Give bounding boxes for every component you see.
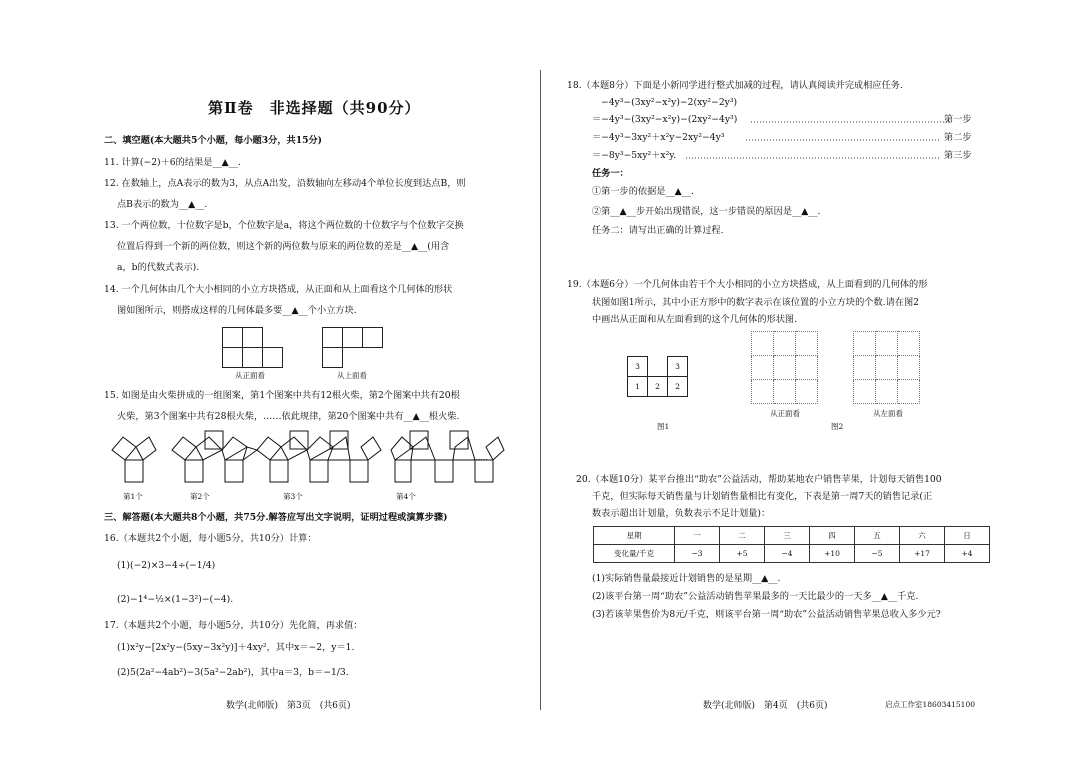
- question-20-cont: 千克，但实际每天销售量与计划销售量相比有变化，下表是第一周7天的销售记录(正: [592, 491, 933, 502]
- front-view-answer-grid[interactable]: [751, 331, 818, 404]
- right-page: [541, 0, 1080, 764]
- day-cell: 一: [675, 527, 720, 545]
- value-cell: −5: [855, 545, 900, 563]
- fig1-cell: 2: [648, 377, 668, 397]
- question-13: 13. 一个两位数，十位数字是b，个位数字是a，将这个两位数的十位数字与个位数字交换: [104, 220, 464, 231]
- front-view-figure: [222, 327, 283, 368]
- matchstick-patterns: [105, 428, 505, 488]
- question-16: 16.（本题共2个小题，每小题5分，共10分）计算：: [104, 533, 317, 544]
- right-footer: 数学(北师版) 第4页 (共6页): [703, 701, 828, 711]
- q18-leader-1: [751, 120, 951, 124]
- pattern-3-caption: 第3个: [283, 492, 303, 501]
- day-cell: 四: [810, 527, 855, 545]
- pattern-ellipsis: ……: [473, 453, 488, 462]
- pattern-4-caption: 第4个: [396, 492, 416, 501]
- q18-task-1-item-1: ①第一步的依据是__▲__.: [592, 186, 694, 197]
- q18-task-1-item-2: ②第__▲__步开始出现错误，这一步错误的原因是__▲__.: [592, 206, 821, 217]
- day-cell: 二: [720, 527, 765, 545]
- q18-line-3: ＝−8y³−5xy²＋x²y.: [592, 150, 677, 161]
- q18-expression: −4y³−(3xy²−x²y)−2(xy²−2y³): [601, 97, 738, 108]
- question-18: 18.（本题8分）下面是小新同学进行整式加减的过程，请认真阅读并完成相应任务.: [567, 80, 903, 91]
- question-16-part-1: (1)(−2)×3−4÷(−1/4): [117, 560, 216, 571]
- day-cell: 五: [855, 527, 900, 545]
- sales-record-table: [593, 526, 990, 563]
- question-12-cont: 点B表示的数为__▲__.: [117, 199, 208, 210]
- value-cell: +17: [900, 545, 945, 563]
- pattern-2-caption: 第2个: [190, 492, 210, 501]
- question-13-cont2: a，b的代数式表示).: [117, 262, 200, 273]
- question-19: 19.（本题6分）一个几何体由若干个大小相同的小立方块搭成，从上面看到的几何体的形: [567, 279, 928, 290]
- question-11: 11. 计算(−2)＋6的结果是__▲__.: [104, 157, 241, 168]
- q18-leader-3: [686, 156, 941, 160]
- q18-task-1-header: 任务一：: [592, 168, 629, 179]
- question-20-part-2: (2)该平台第一周“助农”公益活动销售苹果最多的一天比最少的一天多__▲__千克.: [592, 591, 919, 602]
- day-cell: 三: [765, 527, 810, 545]
- figure-1-label: 图1: [657, 422, 670, 431]
- day-cell: 六: [900, 527, 945, 545]
- fig2-left-caption: 从左面看: [873, 409, 903, 418]
- question-14-cont: 图如图所示，则搭成这样的几何体最多要__▲__个小立方块.: [117, 305, 357, 316]
- left-footer: 数学(北师版) 第3页 (共6页): [226, 701, 351, 711]
- fig1-cell: 2: [668, 377, 688, 397]
- fill-in-section-header: 二、填空题(本大题共5个小题，每小题3分，共15分): [104, 135, 323, 146]
- fig1-cell: 1: [628, 377, 648, 397]
- question-20: 20.（本题10分）某平台推出“助农”公益活动，帮助某地农户销售苹果，计划每天销售100: [576, 474, 942, 485]
- q18-step-2: 第二步: [944, 132, 972, 143]
- figure-1-top-view: [627, 356, 688, 397]
- q18-line-1: ＝−4y³−(3xy²−x²y)−(2xy²−4y³): [592, 114, 738, 125]
- day-cell: 日: [945, 527, 990, 545]
- top-view-caption: 从上面看: [337, 371, 367, 380]
- question-17: 17.（本题共2个小题，每小题5分，共10分）先化简，再求值：: [104, 620, 363, 631]
- question-20-part-1: (1)实际销售量最接近计划销售的是星期__▲__.: [592, 573, 781, 584]
- table-row: [594, 527, 990, 545]
- row-header: 星期: [594, 527, 675, 545]
- question-15: 15. 如图是由火柴拼成的一组图案，第1个图案中共有12根火柴，第2个图案中共有20根: [104, 390, 460, 401]
- q18-task-2: 任务二：请写出正确的计算过程.: [592, 225, 724, 236]
- q18-step-1: 第一步: [944, 114, 972, 125]
- fig2-front-caption: 从正面看: [770, 409, 800, 418]
- q18-line-2: ＝−4y³−3xy²＋x²y−2xy²−4y³: [592, 132, 725, 143]
- fig1-cell: 3: [628, 357, 648, 377]
- question-20-cont2: 数表示超出计划量，负数表示不足计划量)：: [592, 508, 771, 519]
- fig1-cell: 3: [668, 357, 688, 377]
- question-19-cont: 状图如图1所示，其中小正方形中的数字表示在该位置的小立方块的个数.请在图2: [592, 297, 919, 308]
- value-cell: +10: [810, 545, 855, 563]
- question-17-part-1: (1)x²y−[2x²y−(5xy−3x²y)]＋4xy²，其中x＝−2，y＝1.: [117, 642, 355, 653]
- section-title: 第Ⅱ卷 非选择题（共90分）: [208, 99, 421, 117]
- question-19-cont2: 中画出从正面和从左面看到的这个几何体的形状图.: [592, 314, 798, 325]
- right-footer-note: 启点工作室18603415100: [885, 700, 975, 709]
- row-header: 变化量/千克: [594, 545, 675, 563]
- question-14: 14. 一个几何体由几个大小相同的小立方块搭成，从正面和从上面看这个几何体的形状: [104, 284, 453, 295]
- question-17-part-2: (2)5(2a²−4ab²)−3(5a²−2ab²)，其中a＝3，b＝−1/3.: [117, 667, 349, 678]
- q18-step-3: 第三步: [944, 150, 972, 161]
- solve-section-header: 三、解答题(本大题共8个小题，共75分.解答应写出文字说明，证明过程或演算步骤): [104, 512, 448, 523]
- question-16-part-2: (2)−1⁴−½×(1−3²)−(−4).: [117, 594, 234, 605]
- pattern-1-caption: 第1个: [123, 492, 143, 501]
- value-cell: +4: [945, 545, 990, 563]
- question-13-cont: 位置后得到一个新的两位数，则这个新的两位数与原来的两位数的差是__▲__(用含: [117, 241, 450, 252]
- value-cell: +5: [720, 545, 765, 563]
- q18-leader-2: [746, 138, 941, 142]
- figure-2-label: 图2: [831, 422, 844, 431]
- value-cell: −4: [765, 545, 810, 563]
- question-12: 12. 在数轴上，点A表示的数为3，从点A出发，沿数轴向左移动4个单位长度到达点B，则: [104, 178, 466, 189]
- top-view-figure: [322, 327, 383, 368]
- question-15-cont: 火柴，第3个图案中共有28根火柴，……依此规律，第20个图案中共有__▲__根火柴.: [117, 411, 460, 422]
- front-view-caption: 从正面看: [235, 371, 265, 380]
- table-row: [594, 545, 990, 563]
- left-view-answer-grid[interactable]: [853, 331, 920, 404]
- value-cell: −3: [675, 545, 720, 563]
- question-20-part-3: (3)若该苹果售价为8元/千克，则该平台第一周“助农”公益活动销售苹果总收入多少元?: [592, 609, 941, 620]
